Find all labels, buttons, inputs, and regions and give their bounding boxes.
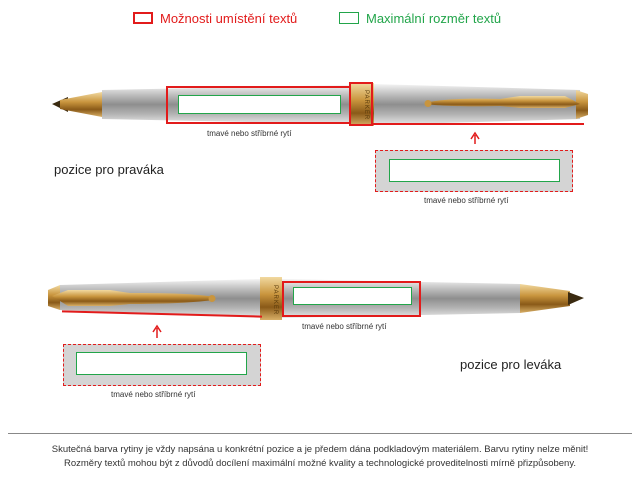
clip-engraving-note: tmavé nebo stříbrné rytí [424, 196, 509, 205]
pen-nose-cone [60, 92, 102, 117]
pen-tip [568, 292, 584, 305]
ring-engraving-zone [349, 82, 373, 126]
clip-max-text-area [76, 352, 247, 375]
clip-arrow-right [471, 133, 479, 144]
footer-note-2: Rozměry textů mohou být z důvodů docílení maximální možné kvality a technologické proveditelnosti mírně přizpůsobeny. [63, 458, 577, 469]
barrel-max-text-area [293, 287, 412, 305]
legend-engraving-position-label: Možnosti umístění textů [160, 11, 298, 26]
pen-nose-cone [520, 284, 570, 313]
barrel-max-text-area [178, 95, 341, 114]
legend-max-size-label: Maximální rozměr textů [366, 11, 502, 26]
left-handed-position-label: pozice pro leváka [460, 357, 562, 372]
footer-note-1: Skutečná barva rytiny je vždy napsána u konkrétní pozice a je předem dána podkladovým materiálem. Barvu rytiny nelze měnit! [51, 444, 589, 455]
right-handed-position-label: pozice pro praváka [54, 162, 164, 177]
brand-ring-text: PARKER [272, 284, 278, 316]
footer-divider [8, 433, 632, 434]
barrel-engraving-note: tmavé nebo stříbrné rytí [207, 129, 292, 138]
clip-arrow-left [153, 326, 161, 338]
barrel-engraving-note: tmavé nebo stříbrné rytí [302, 322, 387, 331]
clip-engraving-zone [372, 123, 584, 125]
clip-engraving-note: tmavé nebo stříbrné rytí [111, 390, 196, 399]
brand-ring-text: PARKER [363, 89, 369, 121]
clip-max-text-area [389, 159, 560, 182]
